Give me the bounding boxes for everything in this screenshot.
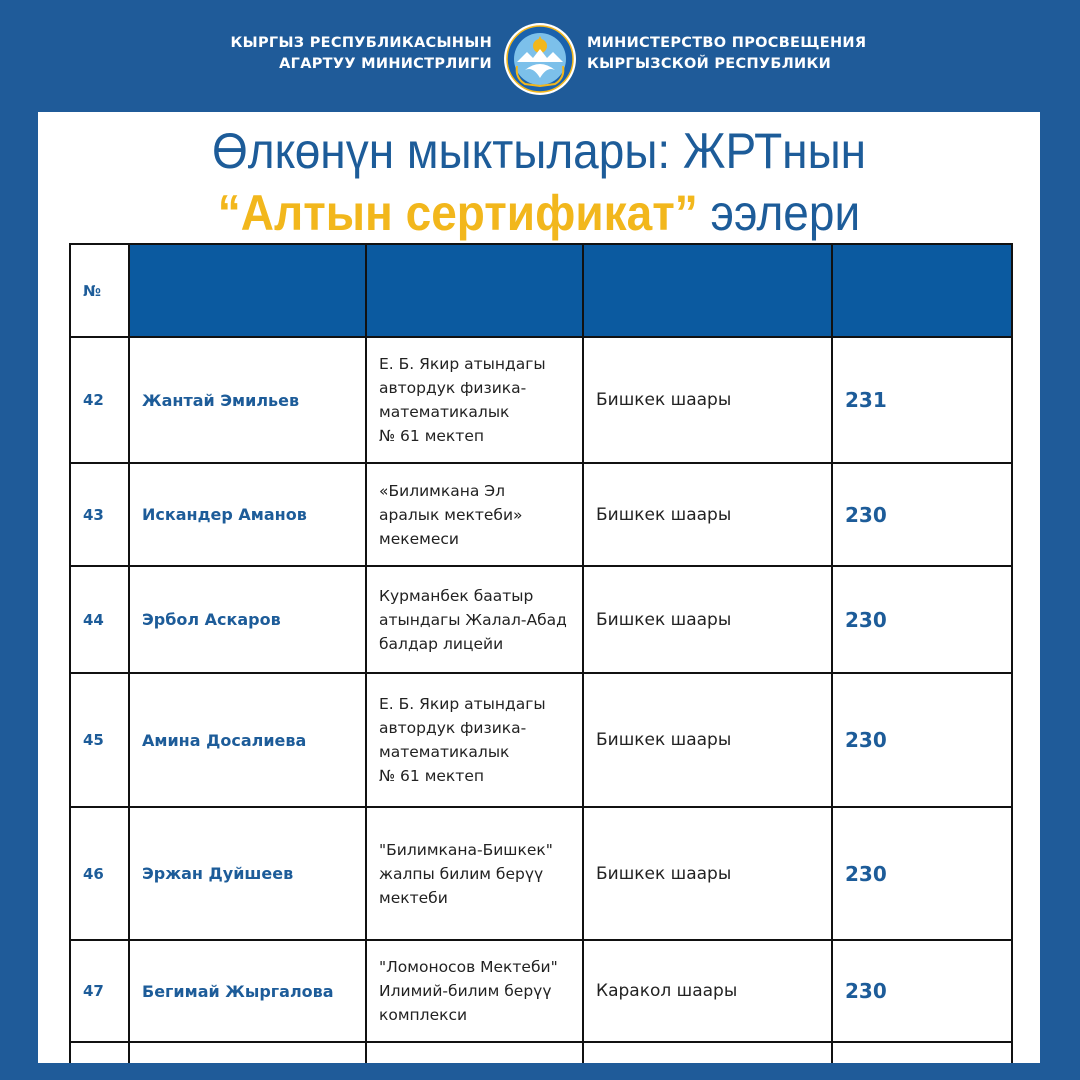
column-header-score bbox=[832, 244, 1012, 337]
table-row bbox=[70, 673, 1012, 807]
school-line: комплекси bbox=[379, 1006, 468, 1024]
student-name: Эрбол Аскаров bbox=[129, 566, 366, 673]
school-name bbox=[366, 673, 583, 807]
ministry-russian-line-2: КЫРГЫЗСКОЙ РЕСПУБЛИКИ bbox=[587, 56, 832, 72]
title-line-2 bbox=[78, 182, 1000, 244]
table-header-row bbox=[70, 244, 1012, 337]
title-line-2-rest: ээлери bbox=[697, 185, 861, 241]
ministry-russian-line-1: МИНИСТЕРСТВО ПРОСВЕЩЕНИЯ bbox=[587, 35, 867, 51]
column-header-region bbox=[583, 244, 832, 337]
score: 230 bbox=[832, 673, 1012, 807]
school-name bbox=[366, 566, 583, 673]
school-line: автордук физика- bbox=[379, 379, 527, 397]
header bbox=[0, 0, 1080, 112]
row-number: 45 bbox=[70, 673, 129, 807]
student-name-empty bbox=[129, 1042, 366, 1063]
school-name bbox=[366, 337, 583, 463]
region: Бишкек шаары bbox=[583, 337, 832, 463]
school-line: Илимий-билим берүү bbox=[379, 982, 552, 1000]
title-highlight: “Алтын сертификат” bbox=[217, 185, 698, 241]
row-number-empty bbox=[70, 1042, 129, 1063]
school-line: Е. Б. Якир атындагы bbox=[379, 695, 546, 713]
score: 230 bbox=[832, 940, 1012, 1042]
ministry-kyrgyz-line-2: АГАРТУУ МИНИСТРЛИГИ bbox=[279, 56, 492, 72]
row-number: 42 bbox=[70, 337, 129, 463]
row-number: 47 bbox=[70, 940, 129, 1042]
student-name: Амина Досалиева bbox=[129, 673, 366, 807]
student-name: Бегимай Жыргалова bbox=[129, 940, 366, 1042]
region: Бишкек шаары bbox=[583, 463, 832, 566]
table-row bbox=[70, 566, 1012, 673]
column-header-number: № bbox=[70, 244, 129, 337]
region: Каракол шаары bbox=[583, 940, 832, 1042]
ministry-kyrgyz-line-1: КЫРГЫЗ РЕСПУБЛИКАСЫНЫН bbox=[230, 35, 492, 51]
row-number: 43 bbox=[70, 463, 129, 566]
school-line: мекемеси bbox=[379, 529, 459, 548]
school-line: атындагы Жалал-Абад bbox=[379, 610, 567, 629]
school-line: жалпы билим берүү bbox=[379, 864, 544, 883]
student-name: Эржан Дуйшеев bbox=[129, 807, 366, 940]
school-line: Е. Б. Якир атындагы bbox=[379, 355, 546, 373]
table-row bbox=[70, 337, 1012, 463]
region: Бишкек шаары bbox=[583, 566, 832, 673]
school-line: "Билимкана-Бишкек" bbox=[379, 840, 553, 859]
score: 230 bbox=[832, 807, 1012, 940]
school-line: аралык мектеби» bbox=[379, 505, 523, 524]
school-line: Курманбек баатыр bbox=[379, 586, 534, 605]
ministry-name-russian bbox=[587, 33, 947, 75]
school-name bbox=[366, 463, 583, 566]
score: 230 bbox=[832, 566, 1012, 673]
school-line: математикалык bbox=[379, 403, 510, 421]
content-panel bbox=[38, 112, 1040, 1063]
state-emblem-icon bbox=[503, 22, 577, 96]
school-line: мектеби bbox=[379, 888, 448, 907]
school-line: № 61 мектеп bbox=[379, 427, 484, 445]
school-line: "Ломоносов Мектеби" bbox=[379, 958, 558, 976]
table-row-partial bbox=[70, 1042, 1012, 1063]
title-line-1: Өлкөнүн мыктылары: ЖРТнын bbox=[211, 123, 867, 179]
region: Бишкек шаары bbox=[583, 807, 832, 940]
table-row bbox=[70, 807, 1012, 940]
school-name bbox=[366, 940, 583, 1042]
school-line: балдар лицейи bbox=[379, 634, 504, 653]
score: 231 bbox=[832, 337, 1012, 463]
column-header-name bbox=[129, 244, 366, 337]
score: 230 bbox=[832, 463, 1012, 566]
region: Бишкек шаары bbox=[583, 673, 832, 807]
school-name-empty bbox=[366, 1042, 583, 1063]
page-title bbox=[78, 120, 1000, 244]
table-row bbox=[70, 940, 1012, 1042]
column-header-school bbox=[366, 244, 583, 337]
school-line: № 61 мектеп bbox=[379, 767, 484, 785]
score-empty bbox=[832, 1042, 1012, 1063]
school-line: «Билимкана Эл bbox=[379, 481, 506, 500]
row-number: 44 bbox=[70, 566, 129, 673]
ministry-name-kyrgyz bbox=[132, 33, 492, 75]
school-name bbox=[366, 807, 583, 940]
region-empty bbox=[583, 1042, 832, 1063]
row-number: 46 bbox=[70, 807, 129, 940]
table-row bbox=[70, 463, 1012, 566]
school-line: автордук физика- bbox=[379, 719, 527, 737]
results-table bbox=[69, 243, 1013, 1063]
school-line: математикалык bbox=[379, 743, 510, 761]
student-name: Жантай Эмильев bbox=[129, 337, 366, 463]
student-name: Искандер Аманов bbox=[129, 463, 366, 566]
